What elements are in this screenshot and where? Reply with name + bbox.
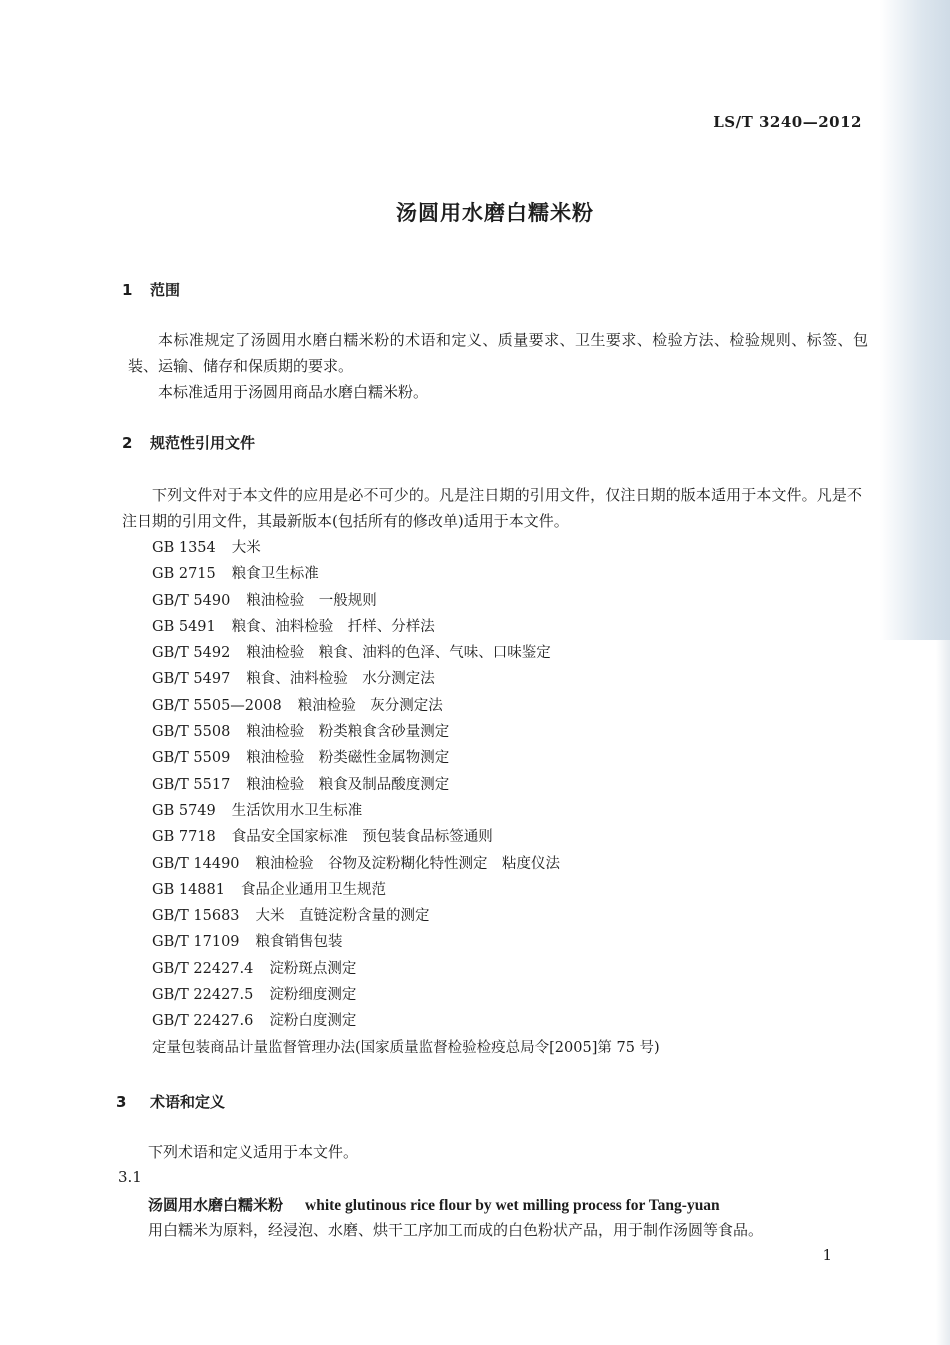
reference-title: 粮食、油料检验 扦样、分样法 — [231, 618, 435, 635]
section-1-paragraph-1: 本标准规定了汤圆用水磨白糯米粉的术语和定义、质量要求、卫生要求、检验方法、检验规则、标签、包装、运输、储存和保质期的要求。 — [128, 331, 868, 375]
reference-item — [152, 719, 660, 745]
section-number: 2 — [122, 434, 133, 452]
reference-title: 粮油检验 粉类磁性金属物测定 — [246, 750, 450, 767]
scan-edge-shadow-lower — [936, 640, 950, 1345]
reference-code: GB/T 5505—2008 — [152, 697, 282, 714]
section-number: 3 — [116, 1093, 127, 1111]
reference-item — [152, 745, 660, 771]
term-number: 3.1 — [118, 1168, 142, 1186]
reference-item — [152, 693, 660, 719]
reference-item — [152, 798, 660, 824]
reference-title: 淀粉白度测定 — [269, 1013, 357, 1030]
reference-item — [152, 929, 660, 955]
reference-title: 粮油检验 粮食、油料的色泽、气味、口味鉴定 — [246, 645, 551, 662]
page-number: 1 — [822, 1246, 832, 1264]
reference-code: GB/T 15683 — [152, 908, 240, 925]
reference-item — [152, 956, 660, 982]
term-heading — [148, 1194, 720, 1215]
reference-code: GB/T 5497 — [152, 671, 231, 688]
reference-item — [152, 982, 660, 1008]
reference-code: GB 5491 — [152, 618, 216, 635]
reference-code: GB/T 22427.6 — [152, 1013, 254, 1030]
reference-title: 粮油检验 灰分测定法 — [297, 697, 443, 714]
reference-item — [152, 1008, 660, 1034]
reference-code: GB 1354 — [152, 540, 216, 556]
reference-code: GB/T 14490 — [152, 855, 240, 872]
reference-title: 粮食销售包装 — [255, 934, 343, 951]
reference-code: GB 5749 — [152, 802, 216, 819]
reference-title: 粮食卫生标准 — [231, 566, 319, 583]
section-2-heading — [122, 432, 255, 453]
reference-code: GB/T 5509 — [152, 750, 231, 767]
reference-item — [152, 640, 660, 666]
reference-title: 淀粉斑点测定 — [269, 960, 357, 977]
reference-title: 粮食、油料检验 水分测定法 — [246, 671, 435, 688]
reference-code: GB/T 5508 — [152, 724, 231, 741]
scan-edge-shadow — [880, 0, 950, 640]
reference-code: GB/T 22427.4 — [152, 960, 254, 977]
section-3-heading — [116, 1091, 225, 1112]
reference-item — [152, 1035, 660, 1061]
section-1-heading — [122, 279, 180, 300]
section-3-intro: 下列术语和定义适用于本文件。 — [148, 1143, 359, 1161]
standard-number: LS/T 3240—2012 — [713, 113, 862, 131]
section-title: 范围 — [150, 281, 181, 299]
reference-code: GB/T 22427.5 — [152, 987, 254, 1004]
document-title: 汤圆用水磨白糯米粉 — [396, 201, 594, 225]
reference-code: GB 14881 — [152, 881, 225, 898]
section-2-intro: 下列文件对于本文件的应用是必不可少的。凡是注日期的引用文件，仅注日期的版本适用于本文件。凡是不注日期的引用文件，其最新版本(包括所有的修改单)适用于本文件。 — [122, 486, 862, 530]
reference-title: 大米 — [231, 540, 261, 556]
reference-title: 粮油检验 一般规则 — [246, 592, 377, 609]
reference-item — [152, 561, 660, 587]
reference-title: 粮油检验 谷物及淀粉糊化特性测定 粘度仪法 — [255, 855, 561, 872]
reference-code: GB/T 17109 — [152, 934, 240, 951]
reference-code: GB 7718 — [152, 829, 216, 846]
reference-title: 粮油检验 粉类粮食含砂量测定 — [246, 724, 450, 741]
section-1-paragraph-2: 本标准适用于汤圆用商品水磨白糯米粉。 — [158, 383, 429, 401]
reference-item — [152, 851, 660, 877]
section-number: 1 — [122, 281, 133, 299]
reference-title: 食品企业通用卫生规范 — [240, 881, 386, 898]
reference-item — [152, 877, 660, 903]
section-title: 术语和定义 — [150, 1093, 226, 1111]
reference-code: GB/T 5490 — [152, 592, 231, 609]
reference-item — [152, 772, 660, 798]
reference-title: 食品安全国家标准 预包装食品标签通则 — [231, 829, 493, 846]
reference-item — [152, 614, 660, 640]
reference-title: 大米 直链淀粉含量的测定 — [255, 908, 430, 925]
reference-title: 淀粉细度测定 — [269, 987, 357, 1004]
reference-code: GB/T 5517 — [152, 776, 231, 793]
term-en: white glutinous rice flour by wet milling process for Tang-yuan — [305, 1197, 720, 1214]
section-title: 规范性引用文件 — [150, 434, 256, 452]
reference-title: 粮油检验 粮食及制品酸度测定 — [246, 776, 450, 793]
term-definition: 用白糯米为原料，经浸泡、水磨、烘干工序加工而成的白色粉状产品，用于制作汤圆等食品。 — [148, 1221, 764, 1239]
reference-list — [152, 535, 660, 1061]
reference-title: 定量包装商品计量监督管理办法(国家质量监督检验检疫总局令[2005]第 75 号) — [152, 1039, 660, 1056]
reference-title: 生活饮用水卫生标准 — [231, 802, 363, 819]
reference-item — [152, 903, 660, 929]
reference-code: GB/T 5492 — [152, 645, 231, 662]
reference-item — [152, 824, 660, 850]
reference-item — [152, 666, 660, 692]
term-zh: 汤圆用水磨白糯米粉 — [148, 1196, 284, 1214]
reference-code: GB 2715 — [152, 566, 216, 583]
reference-item — [152, 588, 660, 614]
reference-item — [152, 535, 660, 561]
